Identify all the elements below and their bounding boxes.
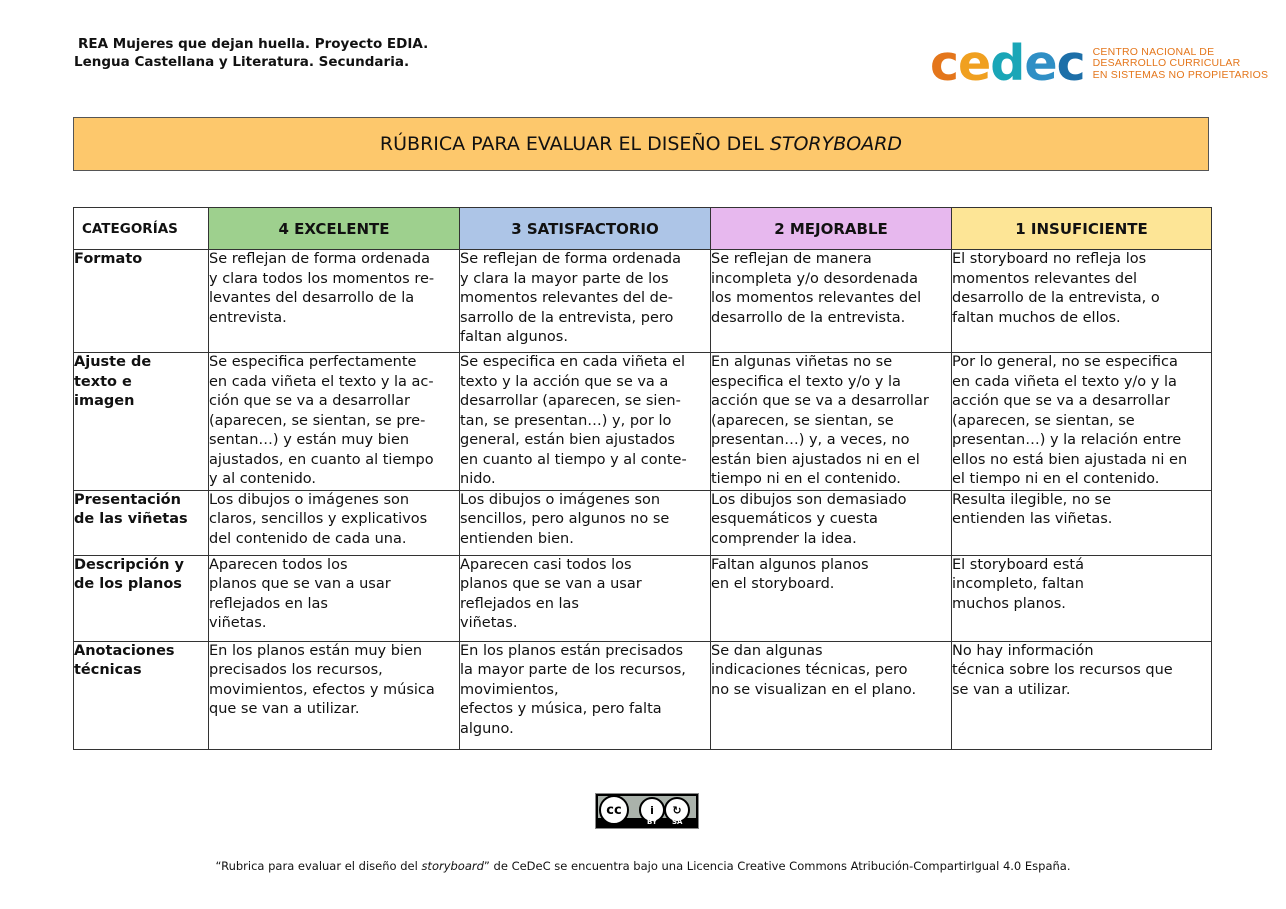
logo-subtitle: CENTRO NACIONAL DE DESARROLLO CURRICULAR EN SISTEMAS NO PROPIETARIOS <box>1092 45 1269 81</box>
table-cell: El storyboard está incompleto, faltan muchos planos. <box>952 555 1212 641</box>
share-alike-icon: ↻ <box>664 797 690 823</box>
table-row <box>74 490 1212 555</box>
document-header <box>74 36 428 71</box>
logo-wordmark: cedec <box>930 35 1085 92</box>
title-italic: STORYBOARD <box>769 133 903 155</box>
header-categories: CATEGORÍAS <box>74 208 209 250</box>
row-label-descripcion: Descripción y de los planos <box>74 555 209 641</box>
header-insuficiente: 1 INSUFICIENTE <box>952 208 1212 250</box>
table-header-row <box>74 208 1212 250</box>
header-satisfactorio: 3 SATISFACTORIO <box>460 208 711 250</box>
cedec-logo <box>930 35 1269 92</box>
row-label-anotaciones: Anotaciones técnicas <box>74 641 209 749</box>
table-row <box>74 250 1212 353</box>
table-cell: Resulta ilegible, no se entienden las viñetas. <box>952 490 1212 555</box>
attribution-icon: i <box>639 797 665 823</box>
table-cell: Los dibujos o imágenes son claros, sencillos y explicativos del contenido de cada una. <box>209 490 460 555</box>
creative-commons-badge[interactable] <box>595 793 699 829</box>
row-label-formato: Formato <box>74 250 209 353</box>
header-line-1: REA Mujeres que dejan huella. Proyecto EDIA. <box>78 36 429 52</box>
table-cell: Aparecen casi todos los planos que se van a usar reflejados en las viñetas. <box>460 555 711 641</box>
table-cell: Se especifica perfectamente en cada viñeta el texto y la ac- ción que se va a desarrollar (aparecen, se sientan, se pre- sentan…) y están muy bien ajustados, en cuanto al tiempo y al contenido. <box>209 353 460 491</box>
header-line-2: Lengua Castellana y Literatura. Secundaria. <box>74 53 410 70</box>
license-footer: “Rubrica para evaluar el diseño del storyboard” de CeDeC se encuentra bajo una Licencia Creative Commons Atribución-CompartirIgual 4.0 España. <box>215 859 1071 873</box>
table-cell: Por lo general, no se especifica en cada viñeta el texto y/o y la acción que se va a desarrollar (aparecen, se sientan, se presentan…) y la relación entre ellos no está bien ajustada ni en el tiempo ni en el contenido. <box>952 353 1212 491</box>
table-cell: Se dan algunas indicaciones técnicas, pero no se visualizan en el plano. <box>711 641 952 749</box>
table-cell: Faltan algunos planos en el storyboard. <box>711 555 952 641</box>
table-cell: Los dibujos o imágenes son sencillos, pero algunos no se entienden bien. <box>460 490 711 555</box>
table-cell: Se reflejan de forma ordenada y clara la mayor parte de los momentos relevantes del de- sarrollo de la entrevista, pero faltan algunos. <box>460 250 711 353</box>
table-cell: No hay información técnica sobre los recursos que se van a utilizar. <box>952 641 1212 749</box>
by-label: BY <box>647 818 658 826</box>
table-cell: Los dibujos son demasiado esquemáticos y cuesta comprender la idea. <box>711 490 952 555</box>
table-row <box>74 555 1212 641</box>
title-main: RÚBRICA PARA EVALUAR EL DISEÑO DEL <box>379 133 764 155</box>
table-cell: En los planos están precisados la mayor parte de los recursos, movimientos, efectos y música, pero falta alguno. <box>460 641 711 749</box>
table-row <box>74 353 1212 491</box>
table-cell: Se reflejan de manera incompleta y/o desordenada los momentos relevantes del desarrollo de la entrevista. <box>711 250 952 353</box>
row-label-ajuste: Ajuste de texto e imagen <box>74 353 209 491</box>
table-cell: Se especifica en cada viñeta el texto y la acción que se va a desarrollar (aparecen, se sien- tan, se presentan…) y, por lo general, están bien ajustados en cuanto al tiempo y al conte- nido. <box>460 353 711 491</box>
table-row <box>74 641 1212 749</box>
header-mejorable: 2 MEJORABLE <box>711 208 952 250</box>
table-cell: Se reflejan de forma ordenada y clara todos los momentos re- levantes del desarrollo de la entrevista. <box>209 250 460 353</box>
rubric-title <box>73 117 1209 171</box>
table-cell: El storyboard no refleja los momentos relevantes del desarrollo de la entrevista, o faltan muchos de ellos. <box>952 250 1212 353</box>
sa-label: SA <box>672 818 683 826</box>
header-excelente: 4 EXCELENTE <box>209 208 460 250</box>
table-cell: Aparecen todos los planos que se van a usar reflejados en las viñetas. <box>209 555 460 641</box>
table-cell: En algunas viñetas no se especifica el texto y/o y la acción que se va a desarrollar (aparecen, se sientan, se presentan…) y, a veces, no están bien ajustados ni en el tiempo ni en el contenido. <box>711 353 952 491</box>
row-label-presentacion: Presentación de las viñetas <box>74 490 209 555</box>
table-cell: En los planos están muy bien precisados los recursos, movimientos, efectos y música que se van a utilizar. <box>209 641 460 749</box>
rubric-table <box>73 207 1212 750</box>
cc-icon: cc <box>599 795 629 825</box>
